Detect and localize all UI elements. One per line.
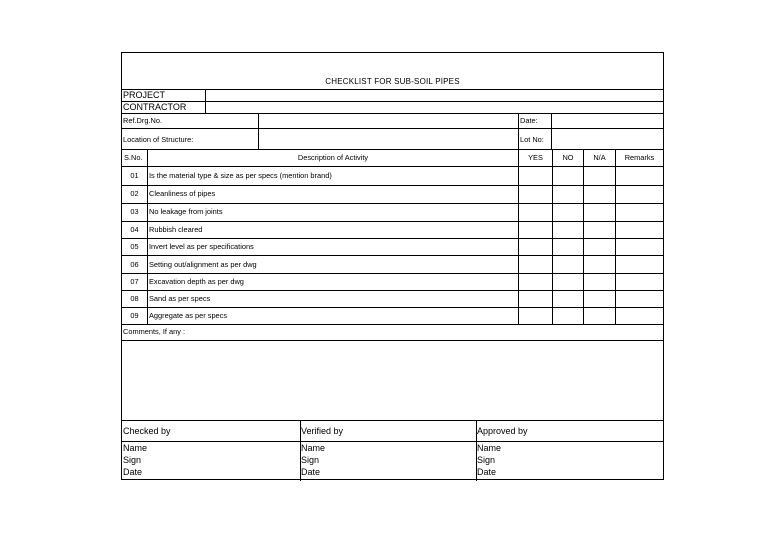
rule: [518, 113, 519, 149]
rule: [122, 441, 663, 442]
rule: [122, 238, 663, 239]
contractor-label: CONTRACTOR: [123, 102, 187, 112]
ref-drg-label: Ref.Drg.No.: [123, 116, 163, 125]
approved-date-label: Date: [477, 467, 497, 477]
rule: [583, 149, 584, 324]
rule: [122, 221, 663, 222]
location-label: Location of Structure:: [123, 135, 194, 144]
row-sno: 01: [130, 171, 139, 180]
approved-name-label: Name: [477, 443, 502, 453]
form-title: CHECKLIST FOR SUB-SOIL PIPES: [325, 77, 460, 86]
rule: [122, 89, 663, 90]
rule: [122, 101, 663, 102]
rule: [122, 128, 663, 129]
rule: [122, 290, 663, 291]
rule: [122, 420, 663, 421]
checked-name-label: Name: [123, 443, 148, 453]
row-sno: 02: [130, 189, 139, 198]
rule: [122, 166, 663, 167]
project-label: PROJECT: [123, 90, 166, 100]
rule: [122, 255, 663, 256]
row-description: Sand as per specs: [149, 294, 211, 303]
row-sno: 03: [130, 207, 139, 216]
col-na: N/A: [593, 153, 606, 162]
row-description: No leakage from joints: [149, 207, 223, 216]
lot-no-label: Lot No:: [520, 135, 544, 144]
comments-label: Comments, If any :: [123, 327, 186, 336]
checked-date-label: Date: [123, 467, 143, 477]
rule: [122, 307, 663, 308]
rule: [122, 149, 663, 150]
row-description: Is the material type & size as per specs (mention brand): [149, 171, 332, 180]
row-description: Setting out/alignment as per dwg: [149, 260, 257, 269]
row-sno: 04: [130, 225, 139, 234]
rule: [122, 340, 663, 341]
rule: [205, 89, 206, 113]
row-description: Invert level as per specifications: [149, 242, 254, 251]
row-description: Rubbish cleared: [149, 225, 203, 234]
rule: [518, 149, 519, 324]
row-description: Cleanliness of pipes: [149, 189, 216, 198]
rule: [551, 113, 552, 149]
row-sno: 09: [130, 311, 139, 320]
rule: [552, 149, 553, 324]
row-sno: 07: [130, 277, 139, 286]
approved-sign-label: Sign: [477, 455, 496, 465]
col-yes: YES: [528, 153, 543, 162]
row-description: Aggregate as per specs: [149, 311, 228, 320]
rule: [122, 273, 663, 274]
verified-by-label: Verified by: [301, 426, 344, 436]
rule: [122, 324, 663, 325]
verified-name-label: Name: [301, 443, 326, 453]
rule: [615, 149, 616, 324]
verified-date-label: Date: [301, 467, 321, 477]
rule: [122, 113, 663, 114]
row-description: Excavation depth as per dwg: [149, 277, 244, 286]
checklist-form: [121, 52, 664, 480]
col-remarks: Remarks: [624, 153, 655, 162]
checked-by-label: Checked by: [123, 426, 171, 436]
approved-by-label: Approved by: [477, 426, 528, 436]
rule: [258, 113, 259, 149]
col-description: Description of Activity: [297, 153, 369, 162]
verified-sign-label: Sign: [301, 455, 320, 465]
row-sno: 05: [130, 242, 139, 251]
checked-sign-label: Sign: [123, 455, 142, 465]
col-sno: S.No.: [124, 153, 143, 162]
col-no: NO: [562, 153, 574, 162]
row-sno: 06: [130, 260, 139, 269]
row-sno: 08: [130, 294, 139, 303]
rule: [147, 149, 148, 324]
rule: [122, 203, 663, 204]
date-label: Date:: [520, 116, 538, 125]
rule: [122, 185, 663, 186]
